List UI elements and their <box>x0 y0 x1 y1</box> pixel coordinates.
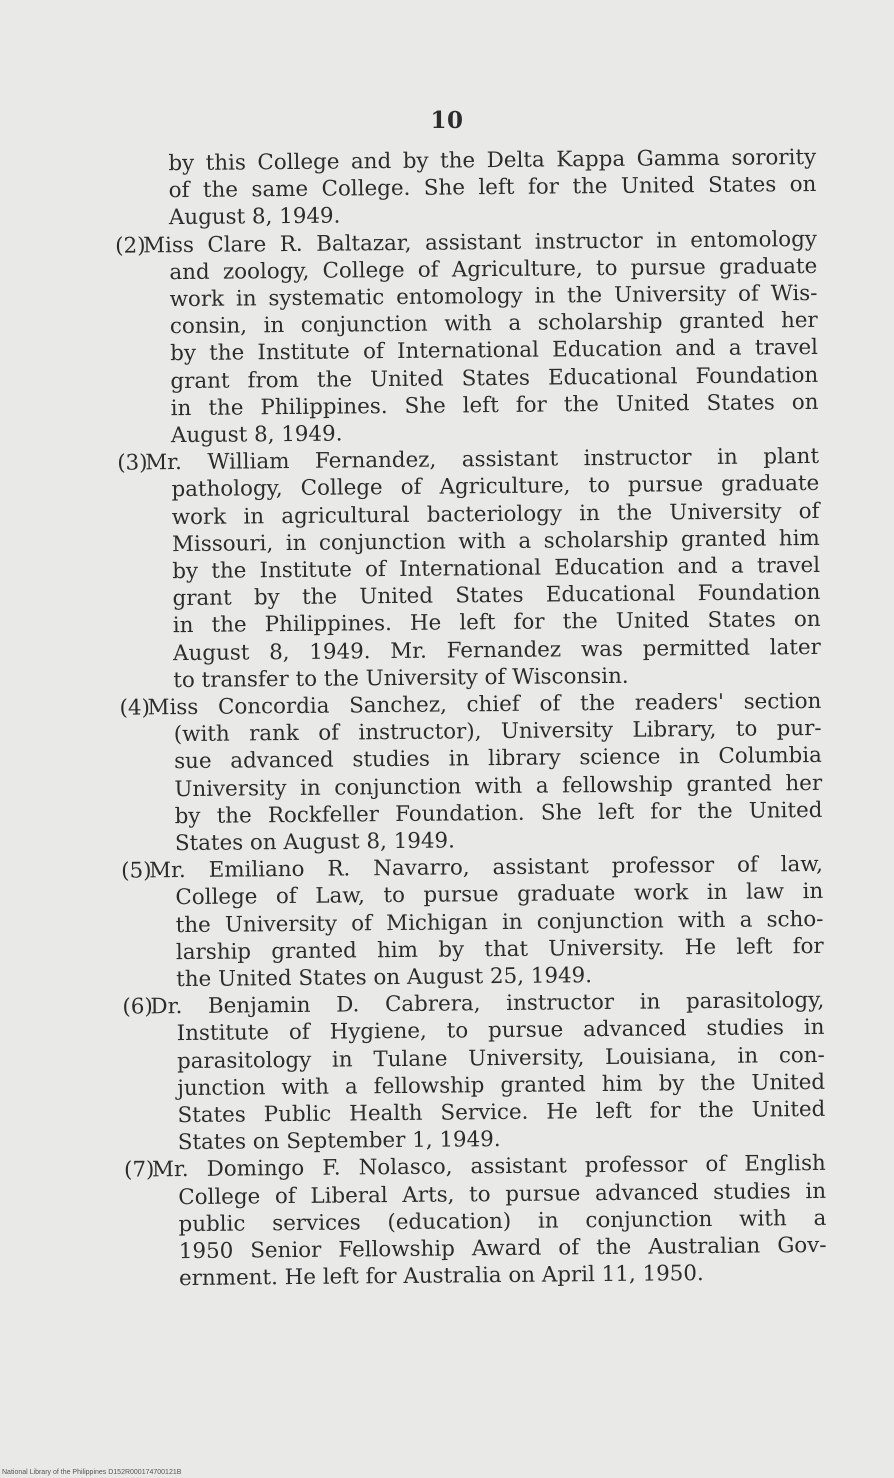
text-line: (with rank of instructor), University Library, to pur- <box>173 716 822 748</box>
item-number: (5) <box>121 858 152 884</box>
text-line: States Public Health Service. He left for the United <box>177 1096 826 1129</box>
text-line: grant by the United States Educational Foundation <box>172 580 821 612</box>
item-number: (2) <box>115 232 146 259</box>
text-line: 1950 Senior Fellowship Award of the Australian Gov- <box>178 1232 827 1265</box>
text-line: of the same College. She left for the United States on <box>168 172 817 204</box>
text-line: University in conjunction with a fellowship granted her <box>174 770 823 802</box>
text-line: August 8, 1949. <box>170 421 343 449</box>
item-first-line: Mr. William Fernandez, assistant instructor in plant <box>145 444 820 476</box>
text-line: to transfer to the University of Wisconsin. <box>173 663 629 693</box>
item-number: (4) <box>119 695 151 721</box>
text-line: College of Law, to pursue graduate work in law in <box>175 879 824 911</box>
scan-footer: National Library of the Philippines D152R000174700121B <box>2 1469 182 1476</box>
item-first-line: Miss Concordia Sanchez, chief of the readers' section <box>147 688 822 721</box>
text-line: States on August 8, 1949. <box>174 828 456 857</box>
text-line: ernment. He left for Australia on April 11, 1950. <box>178 1261 704 1292</box>
text-line: consin, in conjunction with a scholarship granted her <box>169 308 818 340</box>
text-line: by this College and by the Delta Kappa Gamma sorority <box>168 144 817 177</box>
item-first-line: Dr. Benjamin D. Cabrera, instructor in parasitology, <box>150 988 825 1020</box>
text-line: the United States on August 25, 1949. <box>176 963 593 993</box>
text-line: public services (education) in conjunction with a <box>178 1205 827 1237</box>
text-line: August 8, 1949. <box>168 203 341 231</box>
item-number: (7) <box>123 1157 155 1184</box>
text-line: by the Rockfeller Foundation. She left for the United <box>174 797 823 829</box>
text-line: pathology, College of Agriculture, to pursue graduate <box>171 471 820 503</box>
text-line: larship granted him by that University. He left for <box>175 933 824 965</box>
document-body <box>0 143 888 1292</box>
text-line: Institute of Hygiene, to pursue advanced studies in <box>176 1015 825 1047</box>
text-line: August 8, 1949. Mr. Fernandez was permitted later <box>172 634 821 666</box>
text-line: States on September 1, 1949. <box>177 1127 501 1156</box>
text-line: by the Institute of International Education and a travel <box>170 335 819 367</box>
text-line: work in systematic entomology in the University of Wis- <box>169 280 818 313</box>
text-line: College of Liberal Arts, to pursue advanced studies in <box>178 1178 827 1210</box>
text-line: grant from the United States Educational Foundation <box>170 362 819 394</box>
text-line: junction with a fellowship granted him by the United <box>177 1069 826 1101</box>
item-first-line: Mr. Domingo F. Nolasco, assistant professor of English <box>151 1151 826 1183</box>
text-line: in the Philippines. He left for the United States on <box>172 607 821 639</box>
item-first-line: Miss Clare R. Baltazar, assistant instructor in entomology <box>143 226 818 258</box>
text-line: parasitology in Tulane University, Louisiana, in con- <box>176 1042 825 1074</box>
item-number: (6) <box>122 994 153 1020</box>
text-line: by the Institute of International Education and a travel <box>172 552 821 585</box>
item-first-line: Mr. Emiliano R. Navarro, assistant professor of law, <box>149 852 824 884</box>
item-number: (3) <box>117 450 148 476</box>
text-line: in the Philippines. She left for the United States on <box>170 389 819 421</box>
text-line: and zoology, College of Agriculture, to pursue graduate <box>169 253 818 285</box>
text-line: Missouri, in conjunction with a scholarship granted him <box>171 525 820 557</box>
page-number: 10 <box>430 107 464 134</box>
text-line: work in agricultural bacteriology in the University of <box>171 498 820 530</box>
text-line: the University of Michigan in conjunction with a scho- <box>175 906 824 938</box>
text-line: sue advanced studies in library science in Columbia <box>174 743 822 775</box>
